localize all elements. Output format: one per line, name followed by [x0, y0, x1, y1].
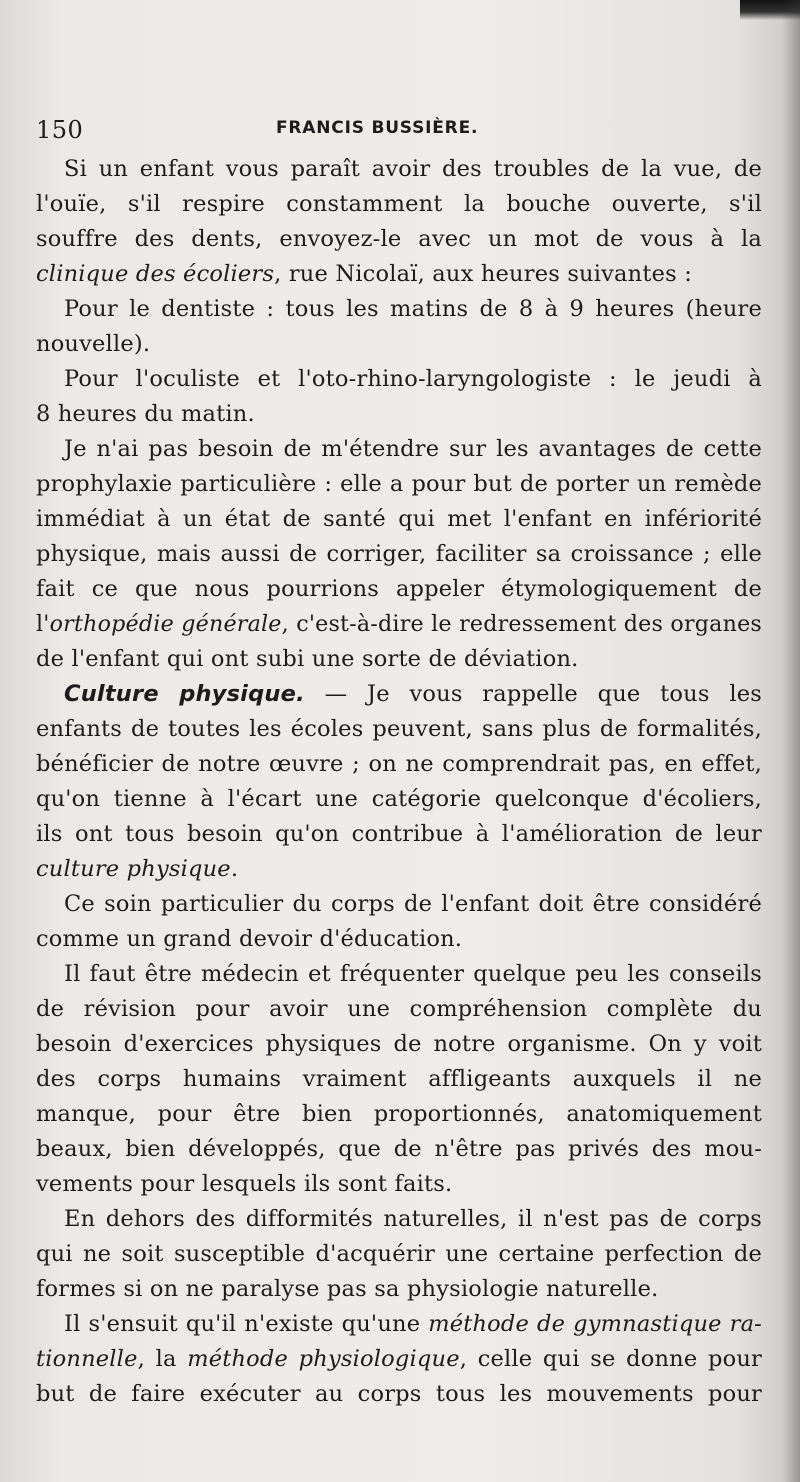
text-line [36, 187, 762, 222]
text-run: beaux, bien développés, que de n'être pas privés des mou- [36, 1136, 762, 1162]
text-line [36, 712, 762, 747]
text-line [36, 677, 762, 712]
text-run: bénéficier de notre œuvre ; on ne comprendrait pas, en effet, [36, 751, 762, 777]
text-line [36, 432, 762, 467]
text-run: . [230, 856, 239, 882]
text-line [36, 1202, 762, 1237]
italic-phrase: clinique des écoliers [36, 261, 275, 287]
text-line [36, 1027, 762, 1062]
text-line [36, 537, 762, 572]
text-line [36, 642, 762, 677]
text-run: Je n'ai pas besoin de m'étendre sur les avantages de cette [64, 436, 762, 462]
text-run: manque, pour être bien proportionnés, anatomiquement [36, 1101, 762, 1127]
text-run: , celle qui se donne pour [459, 1346, 762, 1372]
text-run: immédiat à un état de santé qui met l'enfant en infériorité [36, 506, 762, 532]
text-run: En dehors des difformités naturelles, il n'est pas de corps [64, 1206, 762, 1232]
text-run: qui ne soit susceptible d'acquérir une certaine perfection de [36, 1241, 762, 1267]
italic-phrase: méthode de gymnastique ra- [428, 1311, 762, 1337]
text-run: but de faire exécuter au corps tous les mouvements pour [36, 1381, 762, 1407]
page-edge-shadow [782, 0, 800, 1482]
text-run: vements pour lesquels ils sont faits. [36, 1171, 453, 1197]
text-run: comme un grand devoir d'éducation. [36, 926, 463, 952]
text-run: Il faut être médecin et fréquenter quelque peu les conseils [64, 961, 762, 987]
text-run: ils ont tous besoin qu'on contribue à l'amélioration de leur [36, 821, 762, 847]
text-line [36, 257, 762, 292]
text-line [36, 887, 762, 922]
text-line [36, 572, 762, 607]
text-line [36, 992, 762, 1027]
text-line [36, 292, 762, 327]
text-run: Pour l'oculiste et l'oto-rhino-laryngologiste : le jeudi à [64, 366, 762, 392]
text-run: — Je vous rappelle que tous les [304, 681, 762, 707]
text-run: qu'on tienne à l'écart une catégorie quelconque d'écoliers, [36, 786, 762, 812]
text-run: , la [137, 1346, 188, 1372]
text-line [36, 922, 762, 957]
text-run: l' [36, 611, 50, 637]
text-line [36, 152, 762, 187]
text-run: physique, mais aussi de corriger, faciliter sa croissance ; elle [36, 541, 762, 567]
section-heading: Culture physique. [64, 681, 305, 707]
text-run: , c'est-à-dire le redressement des organes [281, 611, 762, 637]
text-run: de révision pour avoir une compréhension complète du [36, 996, 762, 1022]
text-line [36, 1272, 762, 1307]
text-line [36, 222, 762, 257]
text-run: formes si on ne paralyse pas sa physiologie naturelle. [36, 1276, 659, 1302]
text-line [36, 817, 762, 852]
text-line [36, 747, 762, 782]
text-run: nouvelle). [36, 331, 151, 357]
text-line [36, 362, 762, 397]
text-line [36, 502, 762, 537]
italic-phrase: orthopédie générale [49, 611, 282, 637]
text-run: Si un enfant vous paraît avoir des troubles de la vue, de [64, 156, 762, 182]
text-run: l'ouïe, s'il respire constamment la bouche ouverte, s'il [36, 191, 762, 217]
text-run: , rue Nicolaï, aux heures suivantes : [274, 261, 693, 287]
text-run: de l'enfant qui ont subi une sorte de déviation. [36, 646, 579, 672]
text-run: 8 heures du matin. [36, 401, 255, 427]
text-run: enfants de toutes les écoles peuvent, sans plus de formalités, [36, 716, 762, 742]
body-text [36, 152, 762, 1412]
page-number: 150 [36, 116, 84, 144]
text-line [36, 852, 762, 887]
text-run: prophylaxie particulière : elle a pour but de porter un remède [36, 471, 762, 497]
text-run: Ce soin particulier du corps de l'enfant doit être considéré [64, 891, 762, 917]
italic-phrase: tionnelle [36, 1346, 138, 1372]
text-run: fait ce que nous pourrions appeler étymologiquement de [36, 576, 762, 602]
text-line [36, 397, 762, 432]
text-run: Il s'ensuit qu'il n'existe qu'une [64, 1311, 429, 1337]
text-line [36, 1062, 762, 1097]
text-line [36, 607, 762, 642]
text-run: des corps humains vraiment affligeants auxquels il ne [36, 1066, 762, 1092]
text-line [36, 327, 762, 362]
text-line [36, 1132, 762, 1167]
text-run: Pour le dentiste : tous les matins de 8 à 9 heures (heure [64, 296, 762, 322]
text-line [36, 467, 762, 502]
text-line [36, 1167, 762, 1202]
text-line [36, 782, 762, 817]
text-run: besoin d'exercices physiques de notre organisme. On y voit [36, 1031, 762, 1057]
italic-phrase: méthode physiologique [187, 1346, 460, 1372]
text-line [36, 957, 762, 992]
text-line [36, 1097, 762, 1132]
text-line [36, 1307, 762, 1342]
text-line [36, 1342, 762, 1377]
text-line [36, 1237, 762, 1272]
text-run: souffre des dents, envoyez-le avec un mot de vous à la [36, 226, 762, 252]
italic-phrase: culture physique [36, 856, 231, 882]
text-line [36, 1377, 762, 1412]
page-header [32, 112, 772, 148]
running-head: FRANCIS BUSSIÈRE. [276, 118, 479, 138]
